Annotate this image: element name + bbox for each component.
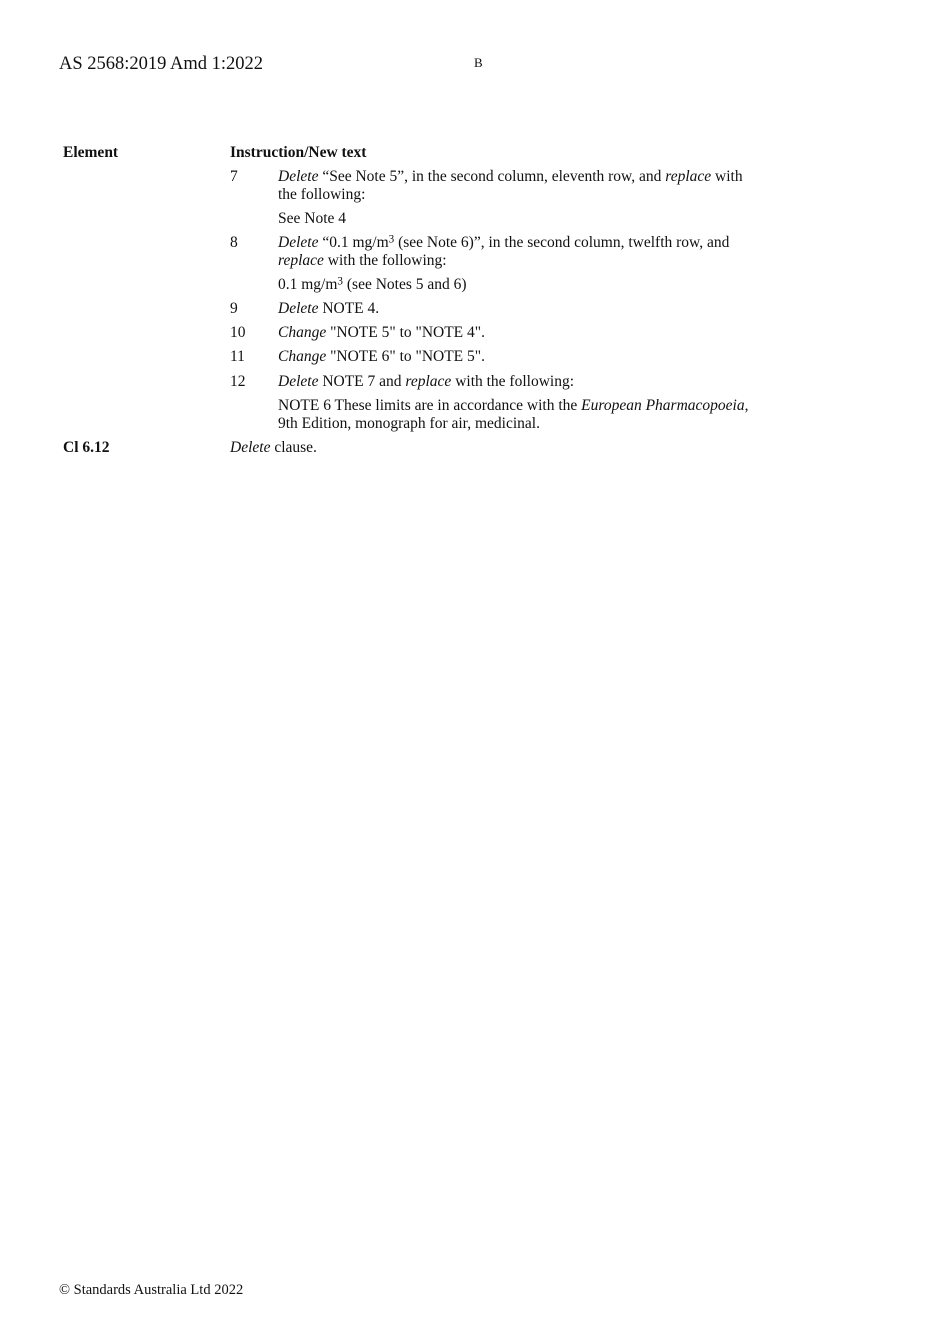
new-text-content: NOTE 6 These limits are in accordance with the [278,397,582,414]
item-number: 10 [230,324,246,341]
italic-keyword: Delete [278,168,319,185]
instruction-text: with [711,168,743,185]
new-text [278,276,467,294]
superscript: 3 [388,233,395,246]
instruction-text: "NOTE 6" to "NOTE 5". [326,348,485,365]
italic-keyword: Change [278,348,327,365]
instruction-text: with the following: [323,252,447,269]
instruction-text: (see Note 6)”, in the second column, twelfth row, and [394,234,730,251]
item-number: 11 [230,348,245,365]
item-number: 12 [230,373,246,390]
column-header-instruction: Instruction/New text [230,144,367,161]
new-text [278,415,540,433]
instruction-text: NOTE 4. [318,300,380,317]
instruction-text: the following: [278,186,366,203]
instruction-line [278,186,365,204]
element-clause-label: Cl 6.12 [63,439,110,456]
instruction-text: with the following: [451,373,575,390]
item-number: 8 [230,234,238,251]
italic-keyword: replace [405,373,452,390]
italic-keyword: Delete [278,234,319,251]
item-number: 7 [230,168,238,185]
document-identifier: AS 2568:2019 Amd 1:2022 [59,54,264,74]
instruction-line [230,439,317,457]
new-text-content: 9th Edition, monograph for air, medicinal. [278,415,540,432]
new-text-content: See Note 4 [278,210,347,227]
instruction-line [278,234,729,252]
italic-keyword: Change [278,324,327,341]
italic-keyword: Delete [278,373,319,390]
italic-keyword: Delete [230,439,271,456]
instruction-text: NOTE 7 and [318,373,406,390]
instruction-line [278,252,447,270]
new-text-content: (see Notes 5 and 6) [343,276,467,293]
page-mark: B [474,55,483,70]
column-header-element: Element [63,144,119,161]
instruction-line [278,348,485,366]
new-text [278,397,748,415]
new-text-content: 0.1 mg/m [278,276,338,293]
italic-title: European Pharmacopoeia [581,397,745,414]
instruction-line [278,324,485,342]
italic-keyword: Delete [278,300,319,317]
italic-keyword: replace [665,168,712,185]
item-number: 9 [230,300,238,317]
instruction-text: “See Note 5”, in the second column, eleventh row, and [318,168,666,185]
instruction-line [278,168,743,186]
new-text-content: , [744,397,749,414]
copyright-footer: © Standards Australia Ltd 2022 [59,1282,244,1298]
instruction-line [278,300,379,318]
instruction-line [278,373,574,391]
instruction-text: "NOTE 5" to "NOTE 4". [326,324,485,341]
instruction-text: “0.1 mg/m [318,234,389,251]
instruction-text: clause. [270,439,317,456]
superscript: 3 [337,275,343,288]
italic-keyword: replace [278,252,324,269]
new-text [278,210,346,228]
